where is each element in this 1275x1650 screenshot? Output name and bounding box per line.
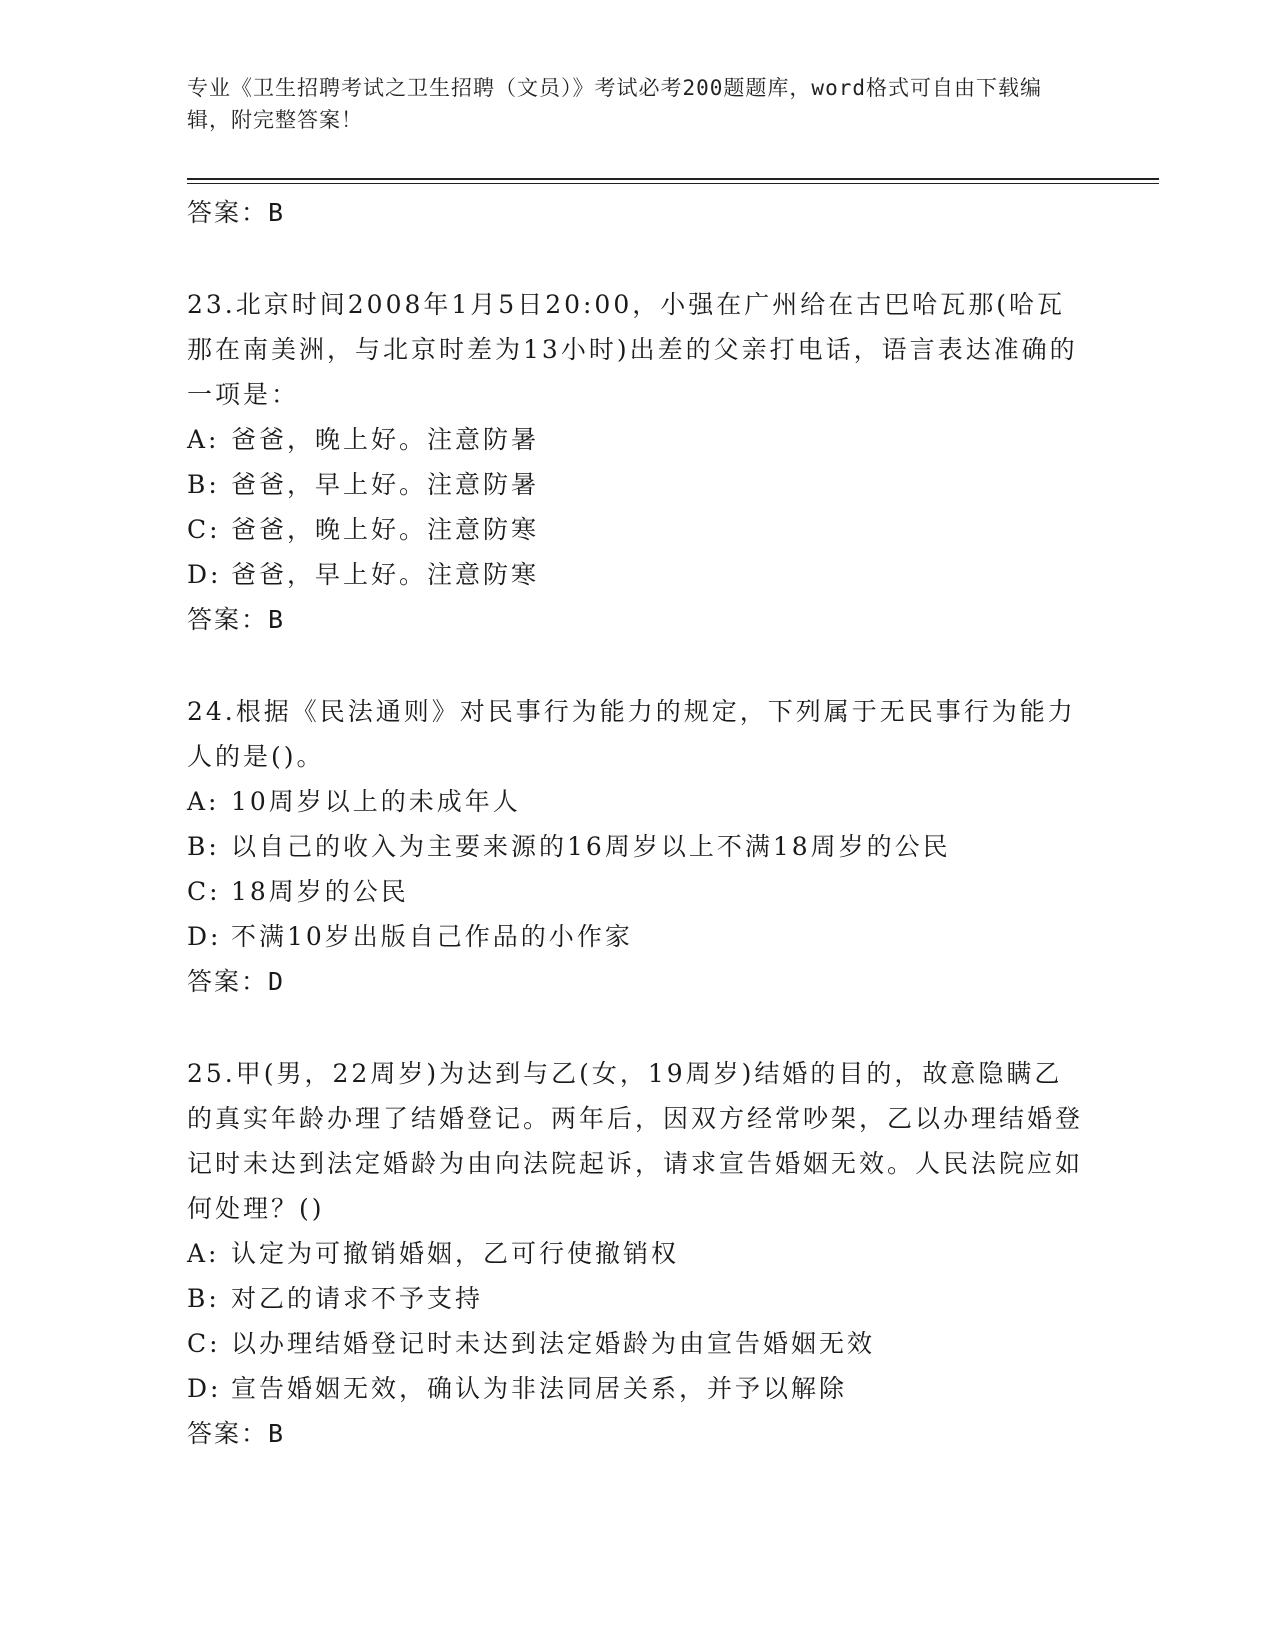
option-text: 不满10岁出版自己作品的小作家 — [231, 922, 633, 951]
option-key: A: — [187, 425, 220, 454]
option-text: 以自己的收入为主要来源的16周岁以上不满18周岁的公民 — [231, 832, 951, 861]
header-divider-thin — [187, 183, 1159, 184]
question-item — [187, 689, 1087, 1005]
option-b — [187, 1276, 1087, 1321]
option-b — [187, 824, 1087, 869]
option-key: D: — [187, 1374, 222, 1403]
option-b — [187, 462, 1087, 507]
question-item — [187, 1051, 1087, 1457]
option-c — [187, 507, 1087, 552]
option-text: 爸爸，晚上好。注意防寒 — [231, 515, 540, 544]
option-a — [187, 779, 1087, 824]
option-text: 以办理结婚登记时未达到法定婚龄为由宣告婚姻无效 — [231, 1329, 876, 1358]
option-c — [187, 1321, 1087, 1366]
question-stem: 25.甲(男，22周岁)为达到与乙(女，19周岁)结婚的目的，故意隐瞒乙的真实年龄办理了结婚登记。两年后，因双方经常吵架，乙以办理结婚登记时未达到法定婚龄为由向法院起诉，请求宣告婚姻无效。人民法院应如何处理？() — [187, 1059, 1084, 1223]
option-key: D: — [187, 922, 222, 951]
option-c — [187, 869, 1087, 914]
option-key: C: — [187, 1329, 221, 1358]
option-a — [187, 417, 1087, 462]
option-d — [187, 1366, 1087, 1411]
option-key: B: — [187, 832, 220, 861]
option-key: A: — [187, 787, 220, 816]
answer-line: 答案：B — [187, 605, 286, 634]
question-stem: 23.北京时间2008年1月5日20:00，小强在广州给在古巴哈瓦那(哈瓦那在南美洲，与北京时差为13小时)出差的父亲打电话，语言表达准确的一项是： — [187, 290, 1078, 409]
option-key: B: — [187, 470, 220, 499]
option-key: C: — [187, 515, 221, 544]
question-stem: 24.根据《民法通则》对民事行为能力的规定，下列属于无民事行为能力人的是()。 — [187, 697, 1076, 771]
option-text: 10周岁以上的未成年人 — [231, 787, 521, 816]
option-a — [187, 1231, 1087, 1276]
header-divider-thick — [187, 178, 1159, 180]
answer-line: 答案：B — [187, 1419, 286, 1448]
option-d — [187, 552, 1087, 597]
option-text: 宣告婚姻无效，确认为非法同居关系，并予以解除 — [231, 1374, 848, 1403]
option-text: 18周岁的公民 — [231, 877, 409, 906]
option-text: 认定为可撤销婚姻，乙可行使撤销权 — [231, 1239, 680, 1268]
question-item — [187, 282, 1087, 643]
option-text: 对乙的请求不予支持 — [231, 1284, 484, 1313]
option-d — [187, 914, 1087, 959]
option-text: 爸爸，早上好。注意防暑 — [231, 470, 540, 499]
option-text: 爸爸，晚上好。注意防暑 — [231, 425, 540, 454]
answer-line: 答案：D — [187, 967, 286, 996]
option-key: B: — [187, 1284, 220, 1313]
option-text: 爸爸，早上好。注意防寒 — [231, 560, 540, 589]
option-key: C: — [187, 877, 221, 906]
option-key: A: — [187, 1239, 220, 1268]
question-list — [187, 190, 1087, 1457]
document-header: 专业《卫生招聘考试之卫生招聘（文员）》考试必考200题题库，word格式可自由下载编辑，附完整答案！ — [187, 76, 1042, 132]
option-key: D: — [187, 560, 222, 589]
answer-line: 答案：B — [187, 198, 286, 227]
